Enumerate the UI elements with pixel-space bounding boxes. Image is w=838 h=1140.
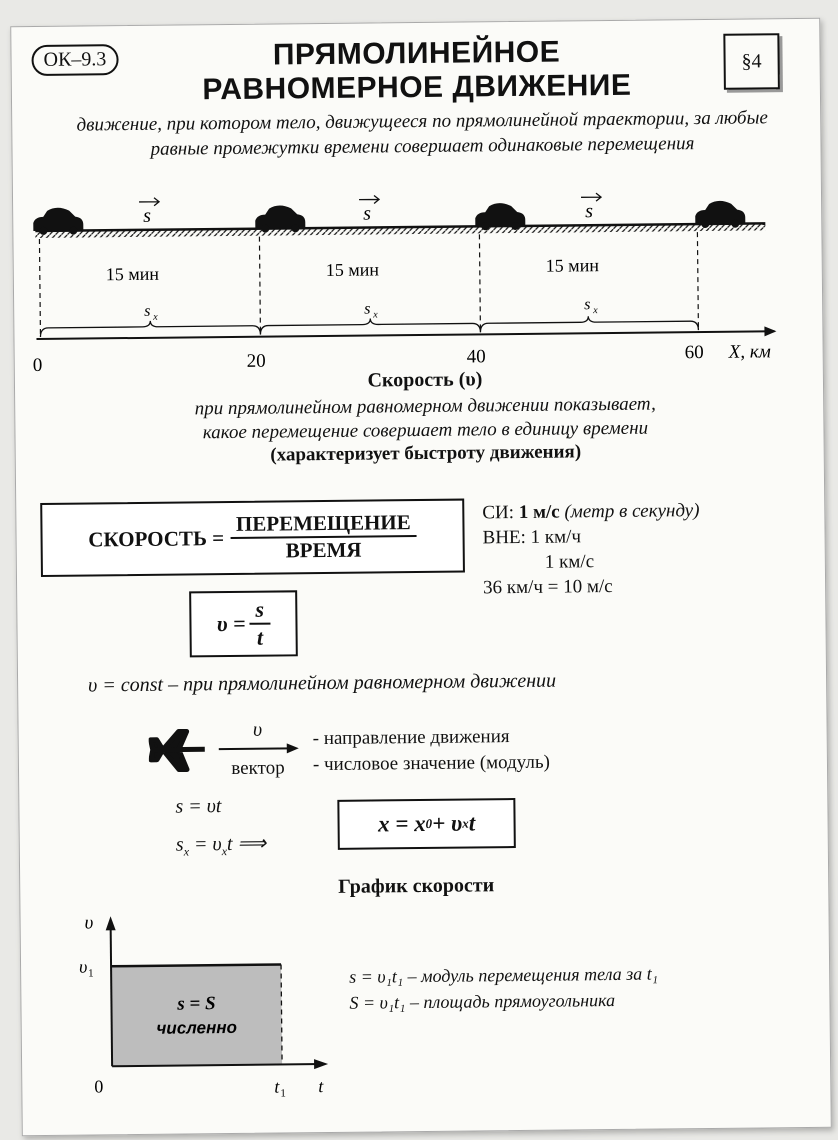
svg-text:s: s: [144, 302, 151, 320]
interval-label: 15 мин: [105, 263, 160, 285]
vector-arrow-label: υ: [252, 718, 263, 741]
vector-direction-text: - направление движения: [312, 726, 510, 750]
si-note: (метр в секунду): [564, 500, 700, 523]
section-badge: §4: [723, 33, 780, 90]
eq-v: = υ: [188, 833, 222, 856]
vector-s-label: [139, 198, 159, 227]
formula-lhs: СКОРОСТЬ =: [88, 525, 225, 551]
speed-desc-line: какое перемещение совершает тело в единицу времени: [202, 417, 649, 444]
eq-plus-v: + υ: [431, 810, 463, 836]
v-axis: [111, 922, 113, 1066]
t1-tick: t: [274, 1076, 280, 1097]
vector-word: вектор: [231, 757, 285, 779]
vec-formula-num: s: [249, 597, 270, 625]
si-unit: 1 м/с: [518, 501, 560, 523]
svg-text:x: x: [593, 305, 598, 317]
area-equality-label: s = S: [177, 993, 216, 1015]
speed-heading: Скорость (υ): [367, 368, 483, 392]
svg-text:s: s: [585, 200, 594, 223]
displacement-equation: s = υt: [175, 795, 222, 818]
vector-speed-formula: [189, 590, 298, 657]
eq-s: s: [175, 833, 184, 856]
axis-tick: 0: [32, 354, 43, 377]
x-axis-label: X, км: [728, 341, 771, 363]
origin-label: 0: [94, 1076, 104, 1097]
eq-sub-x: x: [462, 815, 469, 831]
motion-track-diagram: [13, 179, 823, 377]
card-id-badge: ОК–9.3: [31, 44, 118, 76]
interval-dividers: [39, 232, 698, 337]
si-prefix: СИ:: [482, 502, 515, 524]
v1-tick: υ: [78, 956, 88, 977]
v-axis-label: υ: [84, 912, 94, 934]
v1-tick-sub: 1: [88, 967, 94, 980]
speed-description: [75, 391, 775, 446]
x-axis-arrow-icon: [764, 326, 776, 336]
x-axis-line: [36, 331, 774, 339]
worksheet-page: [10, 18, 832, 1136]
interval-label: 15 мин: [545, 255, 600, 276]
velocity-graph: [70, 910, 332, 1113]
v-axis-arrow-icon: [106, 916, 116, 930]
velocity-line: [111, 964, 281, 966]
formula-denominator: ВРЕМЯ: [285, 537, 362, 563]
formula-numerator: ПЕРЕМЕЩЕНИЕ: [230, 510, 417, 539]
svg-text:s: s: [364, 300, 371, 318]
page-title: [181, 35, 652, 108]
eq-sub-x: x: [221, 844, 228, 859]
airplane-icon: [149, 727, 207, 774]
graph-legend-line: S = υ₁t₁ – площадь прямоугольника: [349, 989, 616, 1013]
vector-s-label: [581, 193, 601, 222]
title-line-2: РАВНОМЕРНОЕ ДВИЖЕНИЕ: [202, 68, 632, 107]
speed-note: (характеризует быстроту движения): [270, 441, 582, 466]
t-axis-arrow-icon: [314, 1059, 328, 1069]
vne-unit: 1 км/ч: [530, 526, 582, 548]
definition-text: движение, при котором тело, движущееся по прямолинейной траектории, за любые равные промежутки времени совершает одинаковые перемещения: [76, 107, 768, 160]
unit-conversion: 36 км/ч = 10 м/с: [483, 575, 613, 599]
area-rectangle: [111, 964, 282, 1066]
vector-arrow-block: [214, 718, 301, 780]
speed-desc-line: при прямолинейном равномерном движении показывает,: [194, 393, 656, 420]
vne-unit: 1 км/с: [544, 551, 595, 573]
vec-formula-lhs: υ =: [216, 610, 246, 637]
area-numerically-label: численно: [156, 1017, 238, 1038]
interval-label: 15 мин: [325, 259, 380, 280]
units-block: [482, 498, 700, 600]
eq-sub-0: 0: [425, 815, 433, 831]
vec-formula-den: t: [256, 624, 264, 650]
eq-main: x = x: [377, 810, 426, 837]
graph-legend-line: s = υ₁t₁ – модуль перемещения тела за t₁: [349, 963, 659, 987]
svg-text:x: x: [373, 309, 378, 321]
speed-word-formula: [40, 499, 465, 577]
svg-text:s: s: [363, 202, 372, 225]
sx-label: [144, 303, 158, 323]
eq-t: t: [468, 810, 476, 836]
axis-tick: 20: [246, 350, 266, 372]
constant-velocity-note: υ = const – при прямолинейном равномерном движении: [88, 669, 557, 697]
vne-prefix: ВНЕ:: [482, 526, 526, 549]
eq-sub-x: x: [183, 844, 190, 859]
graph-heading: График скорости: [338, 874, 495, 898]
right-arrow-icon: [215, 742, 301, 755]
t-axis-label: t: [318, 1076, 324, 1097]
projection-equation: [176, 831, 267, 860]
vector-properties: [313, 724, 550, 778]
svg-text:s: s: [143, 204, 152, 227]
sx-label: [364, 300, 378, 320]
eq-t-implies: t ⟹: [226, 832, 267, 856]
axis-tick: 40: [466, 346, 486, 368]
vector-magnitude-text: - числовое значение (модуль): [312, 751, 550, 776]
axis-tick: 60: [684, 342, 704, 364]
coordinate-equation-box: [337, 798, 516, 850]
title-line-1: ПРЯМОЛИНЕЙНОЕ: [272, 35, 561, 72]
svg-text:s: s: [584, 296, 591, 314]
graph-legend: [349, 961, 658, 1016]
sx-label: [584, 296, 598, 316]
svg-text:x: x: [153, 311, 158, 323]
t1-tick-sub: 1: [280, 1087, 286, 1100]
vector-s-label: [359, 195, 379, 224]
